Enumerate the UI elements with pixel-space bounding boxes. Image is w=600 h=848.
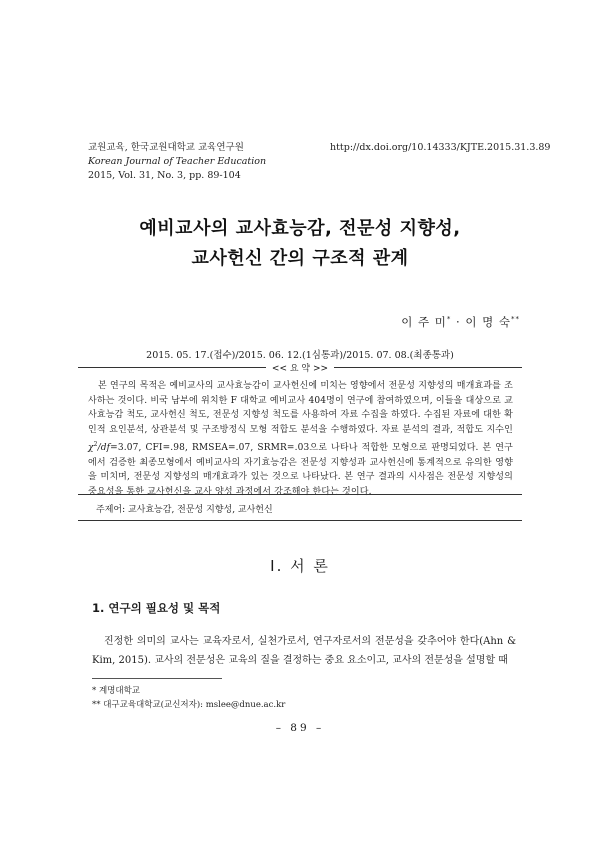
section-title: Ⅰ. 서 론 [270, 557, 330, 575]
doi-link[interactable]: http://dx.doi.org/10.14333/KJTE.2015.31.3.89 [330, 142, 551, 153]
abstract-text: 본 연구의 목적은 예비교사의 교사효능감이 교사헌신에 미치는 영향에서 전문성 지향성의 매개효과를 조사하는 것이다. 비국 남부에 위치한 F 대학교 예비교사 404명이 연구에 참여하였으며, 이들을 대상으로 교사효능감 척도, 교사헌신 척도, 전문성 지향성 척도를 사용하여 자료 수집을 하였다. 수집된 자료에 대한 확인적 요인분석, 상관분석 및 구조방정식 모형 적합도 분석을 수행하였다. 자료 분석의 결과, 적합도 지수인 $\chi^2/df=3.07$, CFI=.98, RMSEA=.07, SRMR=.03으로 나타나 적합한 모형으로 판명되었다. 본 연구에서 검증한 최종모형에서 예비교사의 자기효능감은 전문성 지향성과 교사헌신에 통계적으로 유의한 영향을 미치며, 전문성 지향성의 매개효과가 있는 것으로 나타났다. 본 연구 결과의 시사점은 전문성 지향성의 중요성을 통한 교사헌신을 교사 양성 과정에서 강조해야 한다는 것이다. [88, 381, 513, 497]
publisher-line: 교원교육, 한국교원대학교 교육연구원 [88, 142, 244, 153]
title-line-1: 예비교사의 교사효능감, 전문성 지향성, [139, 218, 461, 239]
title-line-2: 교사헌신 간의 구조적 관계 [191, 248, 409, 269]
footnote-1: * 계명대학교 [92, 686, 141, 696]
author-separator: · [451, 315, 466, 329]
journal-name: Korean Journal of Teacher Education [88, 156, 267, 167]
keywords: 주제어: 교사효능감, 전문성 지향성, 교사헌신 [96, 505, 273, 515]
keywords-rule [78, 520, 522, 521]
author-1-mark: * [446, 315, 452, 324]
footnote-2: ** 대구교육대학교(교신저자): mslee@dnue.ac.kr [92, 700, 286, 710]
issue-info: 2015, Vol. 31, No. 3, pp. 89-104 [88, 170, 241, 181]
abstract-bottom-rule [78, 494, 522, 495]
page-number: – 89 – [275, 722, 325, 734]
submission-dates: 2015. 05. 17.(접수)/2015. 06. 12.(1심통과)/2015. 07. 08.(최종통과) [146, 350, 454, 361]
body-paragraph: 진정한 의미의 교사는 교육자로서, 실천가로서, 연구자로서의 전문성을 갖추어야 한다(Ahn & Kim, 2015). 교사의 전문성은 교육의 질을 결정하는 중요 요소이고, 교사의 전문성을 설명할 때 [92, 636, 516, 666]
author-2: 이 명 숙 [465, 315, 511, 329]
abstract-label: << 요 약 >> [0, 361, 600, 374]
author-list [401, 314, 520, 330]
footnote-rule [92, 678, 222, 679]
author-2-mark: ** [511, 315, 520, 324]
author-1: 이 주 미 [401, 315, 447, 329]
subsection-title: 1. 연구의 필요성 및 목적 [92, 601, 221, 615]
